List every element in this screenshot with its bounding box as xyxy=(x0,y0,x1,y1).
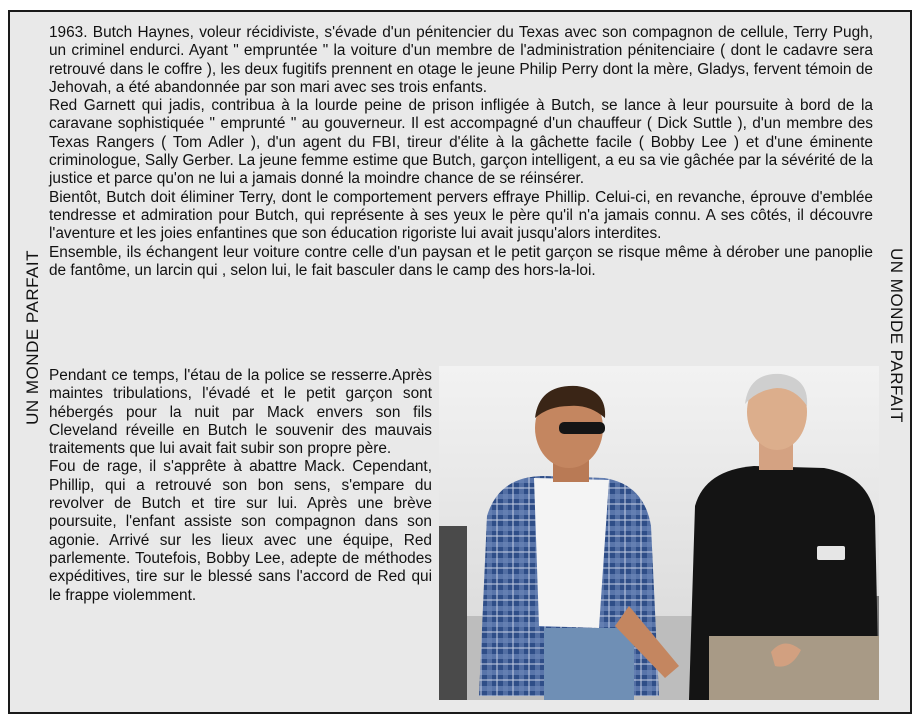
paragraph-3: Bientôt, Butch doit éliminer Terry, dont le comportement pervers effraye Phillip. Celui-ci, en revanche, éprouve d'emblée tendresse et admiration pour Butch, qui représente à ses yeux le père qu'il n'a jamais connu. A ses côtés, il découvre l'aventure et les joies enfantines que son éducation rigoriste lui avait jusqu'alors interdites. xyxy=(49,188,873,243)
synopsis-column-text xyxy=(49,367,432,605)
synopsis-text xyxy=(49,24,873,280)
paragraph-2: Red Garnett qui jadis, contribua à la lourde peine de prison infligée à Butch, se lance à leur poursuite à bord de la caravane sophistiquée " emprunté " au gouverneur. Il est accompagné d'un chauffeur ( Dick Suttle ), d'un membre des Texas Rangers ( Tom Adler ), d'un agent du FBI, tireur d'élite à la gâchette facile ( Bobby Lee ) et d'une éminente criminologue, Sally Gerber. La jeune femme estime que Butch, garçon intelligent, a eu sa vie gâchée par la sévérité de la justice et parce qu'on ne lui a jamais donné la moindre chance de se réinsérer. xyxy=(49,97,873,188)
column-paragraph-1: Pendant ce temps, l'étau de la police se resserre.Après maintes tribulations, l'évadé et le petit garçon sont hébergés pour la nuit par Mack envers son fils Cleveland réveille en Butch le souvenir des mauvais traitements que lui avait fait subir son propre père. xyxy=(49,367,432,458)
paragraph-1: 1963. Butch Haynes, voleur récidiviste, s'évade d'un pénitencier du Texas avec son compagnon de cellule, Terry Pugh, un criminel endurci. Ayant " empruntée " la voiture d'un membre de l'administration pénitenciaire ( dont le cadavre sera retrouvé dans le coffre ), les deux fugitifs prennent en otage le jeune Philip Perry dont la mère, Gladys, fervent témoin de Jehovah, a été abandonnée par son mari avec ses trois enfants. xyxy=(49,24,873,96)
side-title-right: UN MONDE PARFAIT xyxy=(887,248,906,423)
side-title-left: UN MONDE PARFAIT xyxy=(23,250,42,425)
column-paragraph-2: Fou de rage, il s'apprête à abattre Mack. Cependant, Phillip, qui a retrouvé son bon sens, s'empare du revolver de Butch et tire sur lui. Après une brève poursuite, l'enfant assiste son compagnon dans son agonie. Arrivé sur les lieux avec une équipe, Red parlemente. Toutefois, Bobby Lee, adepte de méthodes expéditives, tire sur le blessé sans l'accord de Red qui le frappe violemment. xyxy=(49,458,432,604)
film-still-photo xyxy=(439,366,879,700)
paragraph-4: Ensemble, ils échangent leur voiture contre celle d'un paysan et le petit garçon se risque même à dérober une panoplie de fantôme, un larcin qui , selon lui, le fait basculer dans le camp des hors-la-loi. xyxy=(49,243,873,279)
